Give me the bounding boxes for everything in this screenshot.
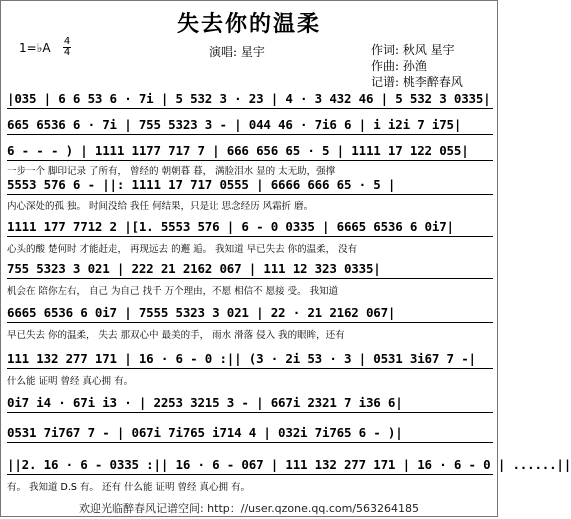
notation-row-8: 111 132 277 171 | 16 · 6 - 0 :|| (3 · 2i 53 · 3 | 0531 3i67 7 -| (7, 351, 493, 369)
notation-row-7: 6665 6536 6 0i7 | 7555 5323 3 021 | 22 · 21 2162 067| (7, 305, 493, 323)
notation-row-2: 665 6536 6 · 7i | 755 5323 3 - | 044 46 · 7i6 6 | i i2i 7 i75| (7, 117, 493, 135)
lyrics-row-11: 有。 我知道 D.S 有。 还有 什么能 证明 曾经 真心拥 有。 (7, 482, 251, 493)
footer-link-text: 欢迎光临醉春风记谱空间: http：//user.qzone.qq.com/563264185 (78, 502, 420, 515)
notation-row-11: ||2. 16 · 6 - 0335 :|| 16 · 6 - 067 | 111 132 277 171 | 16 · 6 - 0 | ......|| (7, 457, 493, 475)
notation-row-6: 755 5323 3 021 | 222 21 2162 067 | 111 12 323 0335| (7, 261, 493, 279)
lyrics-row-4: 内心深处的孤 独。 时间没给 我任 何结果，只是让 思念经历 风霜折 磨。 (7, 201, 314, 212)
time-signature (63, 37, 71, 58)
notation-row-4: 5553 576 6 - ||: 1111 17 717 0555 | 6666 666 65 · 5 | (7, 177, 493, 195)
time-signature-bottom: 4 (63, 47, 71, 58)
transcriber-credit: 记谱: 桃李醉春风 (371, 75, 463, 89)
notation-row-3: 6 - - - ) | 1111 1177 717 7 | 666 656 65 · 5 | 1111 17 122 055| (7, 143, 493, 161)
notation-row-1: |035 | 6 6 53 6 · 7i | 5 532 3 · 23 | 4 · 3 432 46 | 5 532 3 0335| (7, 91, 493, 109)
lyrics-row-5: 心头的酸 楚何时 才能赶走， 再现远去 的邂 逅。 我知道 早已失去 你的温柔， 没有 (7, 244, 358, 255)
lyrics-row-8: 什么能 证明 曾经 真心拥 有。 (7, 376, 134, 387)
lyrics-row-6: 机会在 陪你左右， 自己 为自己 找千 万个理由，不愿 相信不 愿接 受。 我知道 (7, 286, 339, 297)
key-signature: 1=♭A (19, 41, 51, 55)
lyrics-row-3: 一步一个 脚印记录 了所有， 曾经的 朝朝暮 暮， 满脸泪水 显的 太无助，强撑 (7, 166, 336, 177)
time-signature-top: 4 (63, 36, 71, 47)
notation-row-9: 0i7 i4 · 67i i3 · | 2253 3215 3 - | 667i 2321 7 i36 6| (7, 395, 493, 413)
notation-row-5: 1111 177 7712 2 |[1. 5553 576 | 6 - 0 0335 | 6665 6536 6 0i7| (7, 219, 493, 237)
lyrics-row-7: 早已失去 你的温柔， 失去 那双心中 最美的手， 雨水 滑落 侵入 我的眼眸，还有 (7, 330, 345, 341)
singer-credit: 演唱: 星宇 (209, 45, 265, 59)
lyricist-credit: 作词: 秋风 星宇 (371, 43, 455, 57)
song-title: 失去你的温柔 (176, 11, 321, 37)
composer-credit: 作曲: 孙渔 (371, 59, 427, 73)
notation-row-10: 0531 7i767 7 - | 067i 7i765 i714 4 | 032i 7i765 6 - )| (7, 425, 493, 443)
